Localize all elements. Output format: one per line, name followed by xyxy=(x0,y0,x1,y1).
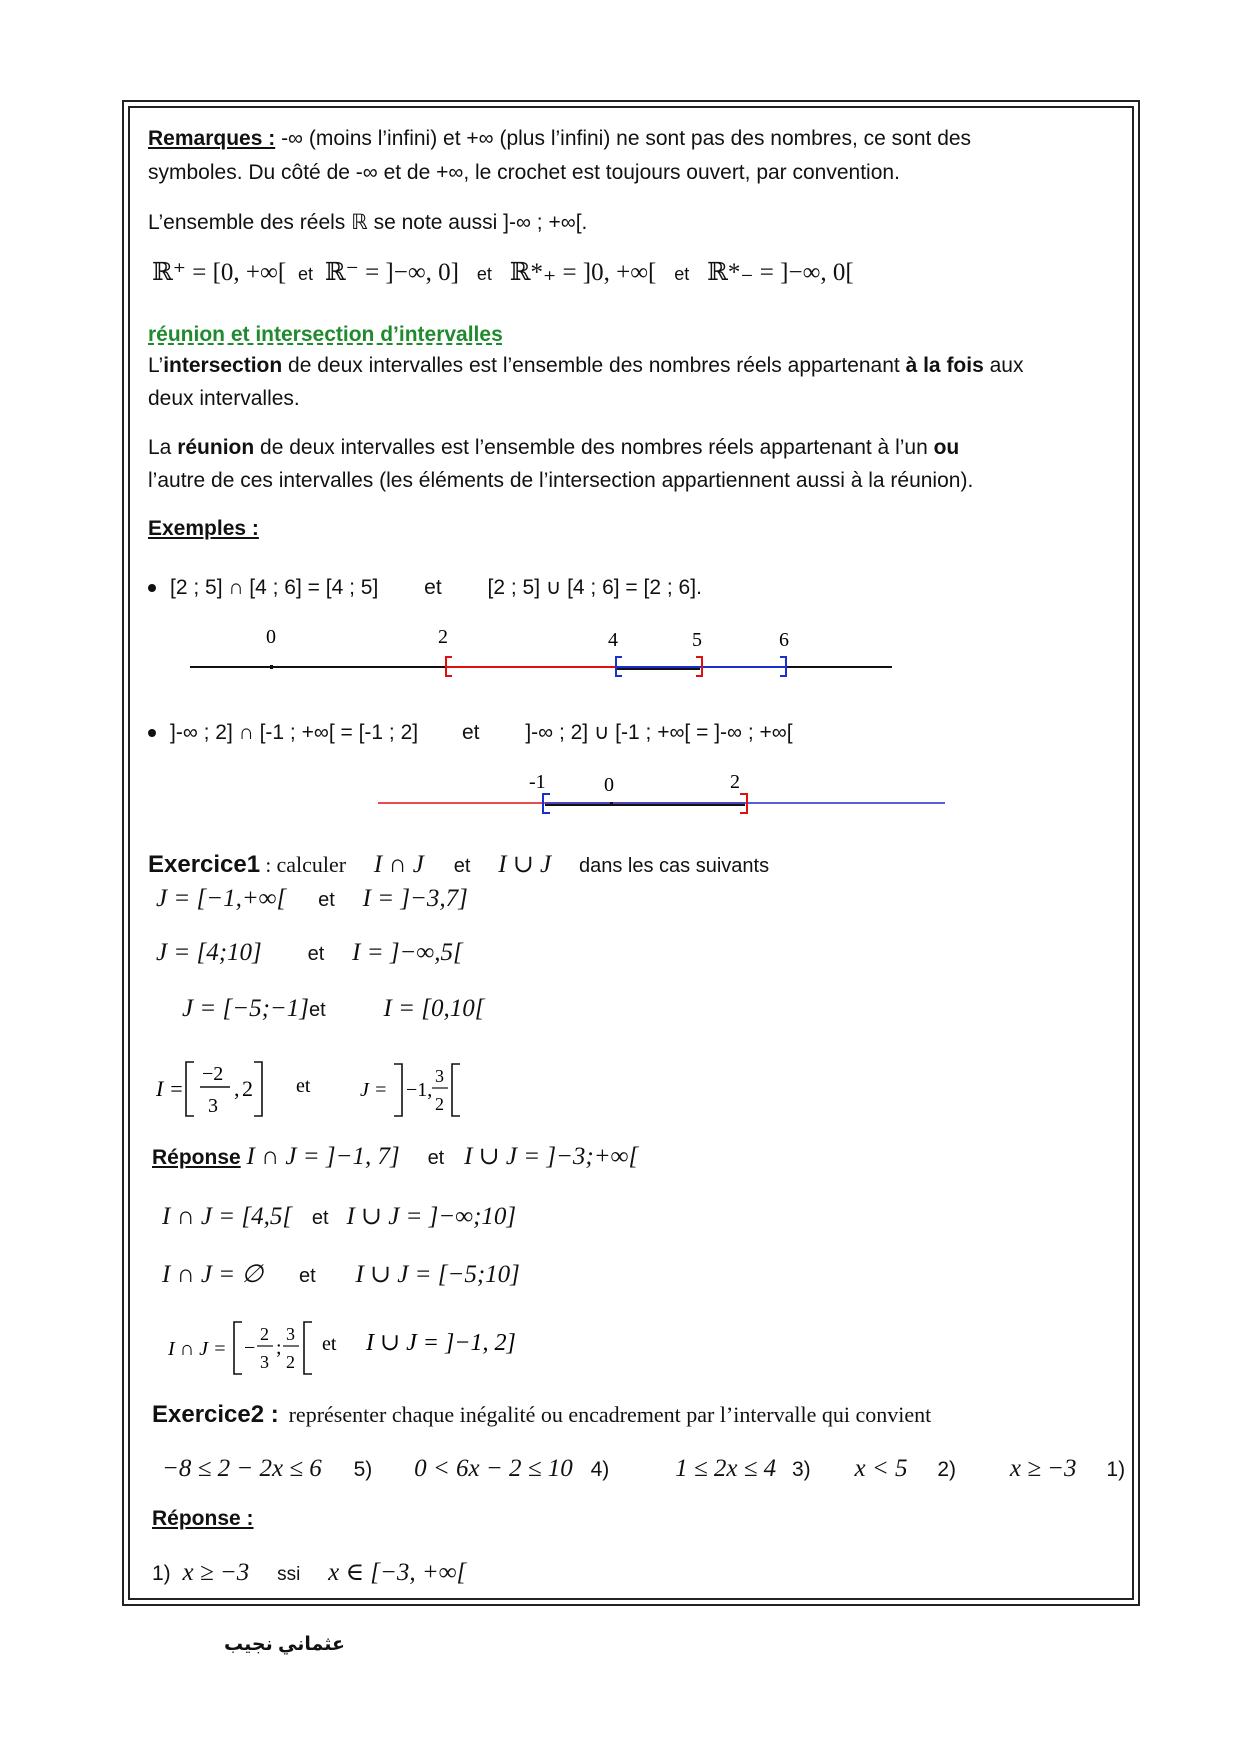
ex2-item4-num: 4) xyxy=(590,1458,610,1481)
answer4-num1: 2 xyxy=(260,1324,269,1344)
example1-line xyxy=(148,575,702,601)
answer-ex2-result: x ∈ [−3, +∞[ xyxy=(328,1559,467,1586)
exercice2-title: Exercice2 : xyxy=(152,1401,279,1428)
remarques-title: Remarques : xyxy=(148,127,276,150)
exercice1-case3 xyxy=(182,996,484,1023)
exercice1-colon: : xyxy=(260,853,277,877)
answer4-et: et xyxy=(322,1333,337,1355)
case4-minus1: −1, xyxy=(406,1079,433,1101)
case2-j: J = [4;10] xyxy=(156,939,262,966)
exemples-title: Exemples : xyxy=(148,517,259,540)
reunion-def-line2: l’autre de ces intervalles (les éléments de l’intersection appartiennent aussi à la réunion). xyxy=(148,469,974,492)
answer1-inter: I ∩ J = ]−1, 7] xyxy=(246,1143,400,1170)
example1-et: et xyxy=(424,576,442,599)
formula-r-plus: ℝ⁺ = [0, +∞[ xyxy=(152,259,287,286)
case4-i-label: I = xyxy=(156,1076,184,1101)
example2-inter: ]-∞ ; 2] ∩ [-1 ; +∞[ = [-1 ; 2] xyxy=(170,721,419,744)
exercice1-union: I ∪ J xyxy=(498,851,552,878)
number-line-1 xyxy=(0,620,1240,680)
example2-union: ]-∞ ; 2] ∪ [-1 ; +∞[ = ]-∞ ; +∞[ xyxy=(525,721,793,744)
ex2-item2-expr: x < 5 xyxy=(854,1455,908,1482)
answer3-et: et xyxy=(298,1265,316,1287)
answer4-union: I ∪ J = ]−1, 2] xyxy=(366,1330,516,1356)
reun-b: réunion xyxy=(177,436,255,459)
case3-j: J = [−5;−1] xyxy=(182,995,309,1022)
exercice1-prompt: calculer xyxy=(276,852,347,877)
axis2-label-0: 0 xyxy=(604,774,614,796)
case1-et: et xyxy=(318,889,335,911)
case4-num2: 3 xyxy=(435,1066,444,1086)
inter-b: intersection xyxy=(163,354,283,377)
answer-ex2-ssi: ssi xyxy=(277,1564,301,1585)
ex2-item5-expr: −8 ≤ 2 − 2x ≤ 6 xyxy=(162,1455,322,1482)
ex2-item3-num: 3) xyxy=(791,1458,811,1481)
exercice2-header xyxy=(152,1402,931,1429)
axis1-label-2: 2 xyxy=(438,626,448,648)
answer-ex2-ineq: x ≥ −3 xyxy=(182,1559,250,1586)
answer4-bracket-open xyxy=(234,1322,242,1374)
case1-j: J = [−1,+∞[ xyxy=(156,885,287,912)
case4-den2: 2 xyxy=(435,1094,444,1114)
author-signature: عثماني نجيب xyxy=(224,1634,345,1655)
ex2-item2-num: 2) xyxy=(937,1458,957,1481)
inter-d: à la fois xyxy=(905,354,984,377)
formula-r-minus: ℝ⁻ = ]−∞, 0] xyxy=(324,259,460,286)
formula-et-3: et xyxy=(674,264,690,284)
reponse1-line3 xyxy=(162,1262,520,1289)
answer1-union: I ∪ J = ]−3;+∞[ xyxy=(464,1143,639,1170)
reunion-def-line1 xyxy=(148,435,959,461)
reun-d: ou xyxy=(933,436,960,459)
answer3-inter: I ∩ J = ∅ xyxy=(162,1261,264,1288)
example2-line xyxy=(148,720,793,746)
remarques-line2: symboles. Du côté de -∞ et de +∞, le crochet est toujours ouvert, par convention. xyxy=(148,161,900,184)
exercice1-case2 xyxy=(156,940,463,967)
case4-bracket-j-open xyxy=(394,1064,402,1116)
ex2-item4-expr: 0 < 6x − 2 ≤ 10 xyxy=(414,1455,573,1482)
answer1-et: et xyxy=(427,1147,445,1169)
axis1-label-4: 4 xyxy=(608,629,618,651)
case3-i: I = [0,10[ xyxy=(383,995,485,1022)
axis2-label-m1: -1 xyxy=(529,771,546,793)
bullet-icon xyxy=(148,729,156,737)
exercice1-et: et xyxy=(453,855,471,877)
reun-a: La xyxy=(148,436,178,459)
reponse2-title: Réponse : xyxy=(152,1507,254,1530)
axis2-label-2: 2 xyxy=(730,771,740,793)
case2-et: et xyxy=(307,943,325,965)
exemples-title-line xyxy=(148,516,259,542)
reponse2-answer1 xyxy=(152,1560,466,1588)
answer-ex2-num: 1) xyxy=(152,1562,171,1585)
case4-two: 2 xyxy=(242,1076,253,1101)
case4-bracket-close xyxy=(254,1062,262,1116)
remarques-line3: L’ensemble des réels ℝ se note aussi ]-∞ ; +∞[. xyxy=(148,211,588,234)
answer4-den2: 2 xyxy=(286,1352,295,1372)
tick-zero xyxy=(610,802,613,806)
ex2-item5-num: 5) xyxy=(353,1458,373,1481)
case1-i: I = ]−3,7] xyxy=(362,885,468,912)
reponse1-title: Réponse xyxy=(152,1146,241,1169)
ex2-item1-expr: x ≥ −3 xyxy=(1009,1455,1077,1482)
reponse1-line1 xyxy=(152,1144,638,1171)
case4-comma: , xyxy=(234,1076,240,1101)
case4-et: et xyxy=(296,1075,311,1097)
answer4-num2: 3 xyxy=(286,1324,295,1344)
axis1-label-5: 5 xyxy=(692,629,702,651)
remarques-line1 xyxy=(148,126,971,152)
reponse1-line2 xyxy=(162,1204,516,1231)
axis1-label-6: 6 xyxy=(779,629,789,651)
formula-r-plus-star: ℝ*₊ = ]0, +∞[ xyxy=(509,259,657,286)
intersection-def-line2: deux intervalles. xyxy=(148,387,300,410)
ex2-item1-num: 1) xyxy=(1106,1458,1126,1481)
answer2-et: et xyxy=(311,1207,329,1229)
exercice1-suffix: dans les cas suivants xyxy=(578,855,770,877)
tick-zero xyxy=(270,665,273,669)
exercice1-case1 xyxy=(156,886,468,913)
example1-union: [2 ; 5] ∪ [4 ; 6] = [2 ; 6]. xyxy=(487,576,702,599)
formula-et-1: et xyxy=(298,264,314,284)
remarques-text1: -∞ (moins l’infini) et +∞ (plus l’infini) ne sont pas des nombres, ce sont des xyxy=(281,127,972,150)
formula-et-2: et xyxy=(476,264,492,284)
example2-et: et xyxy=(461,721,480,744)
reun-c: de deux intervalles est l’ensemble des nombres réels appartenant à l’un xyxy=(254,436,934,459)
case2-i: I = ]−∞,5[ xyxy=(352,939,463,966)
answer4-den1: 3 xyxy=(260,1352,269,1372)
inter-c: de deux intervalles est l’ensemble des nombres réels appartenant xyxy=(282,354,906,377)
answer2-union: I ∪ J = ]−∞;10] xyxy=(346,1203,517,1230)
exercice1-header xyxy=(148,852,769,879)
answer4-bracket-close xyxy=(304,1322,312,1374)
inter-e: aux xyxy=(983,354,1024,377)
section-title-line xyxy=(148,322,503,348)
case3-et: et xyxy=(309,999,326,1021)
exercice1-title: Exercice1 xyxy=(148,851,261,878)
formula-r-minus-star: ℝ*₋ = ]−∞, 0[ xyxy=(707,259,854,286)
case4-bracket-open xyxy=(186,1062,194,1116)
reponse2-title-line xyxy=(152,1506,254,1532)
reponse1-line4 xyxy=(160,1310,540,1380)
exercice1-inter: I ∩ J xyxy=(373,851,424,878)
ex2-item3-expr: 1 ≤ 2x ≤ 4 xyxy=(675,1455,777,1482)
bullet-icon xyxy=(148,584,156,592)
section-title: réunion et intersection d’intervalles xyxy=(148,323,503,346)
intersection-def-line1 xyxy=(148,353,1023,379)
case4-num: −2 xyxy=(202,1063,224,1085)
answer3-union: I ∪ J = [−5;10] xyxy=(355,1261,520,1288)
case4-den: 3 xyxy=(208,1095,218,1117)
answer4-neg: − xyxy=(244,1337,256,1359)
answer4-lhs: I ∩ J = xyxy=(168,1338,227,1360)
exercice2-prompt: représenter chaque inégalité ou encadrement par l’intervalle qui convient xyxy=(288,1402,932,1427)
answer2-inter: I ∩ J = [4,5[ xyxy=(162,1203,293,1230)
number-line-2 xyxy=(0,765,1240,815)
exercice2-items xyxy=(162,1456,1125,1483)
exercice1-case4 xyxy=(150,1052,480,1122)
case4-bracket-j-close xyxy=(452,1064,460,1116)
axis1-label-0: 0 xyxy=(266,626,276,648)
answer4-semicolon: ; xyxy=(276,1337,282,1359)
inter-a: L’ xyxy=(148,354,164,377)
case4-j-label: J = xyxy=(360,1079,388,1101)
reals-formulas xyxy=(152,260,854,287)
example1-inter: [2 ; 5] ∩ [4 ; 6] = [4 ; 5] xyxy=(170,576,379,599)
